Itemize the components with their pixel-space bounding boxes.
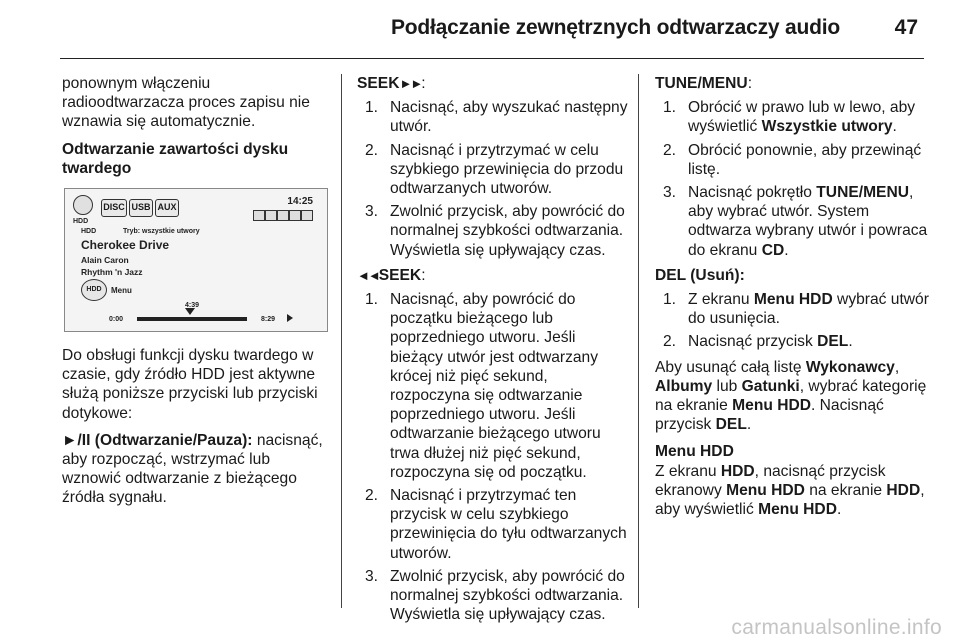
seek-back-label: SEEK	[378, 266, 422, 284]
play-pause-symbol: ►/II	[62, 431, 91, 449]
hdd-source-icon	[73, 195, 93, 215]
play-arrow-icon	[287, 314, 293, 322]
seek-forward-label: SEEK	[357, 75, 400, 92]
list-item: 3. Zwolnić przycisk, aby powrócić do normalnej szybkości odtwarzania. Wyświetla się upływający czas.	[365, 567, 625, 624]
column-left	[62, 74, 332, 508]
mode-label: Tryb: wszystkie utwory	[123, 228, 200, 236]
list-item: 1. Z ekranu Menu HDD wybrać utwór do usunięcia.	[663, 291, 929, 328]
seek-back-list	[357, 290, 629, 624]
del-list	[655, 290, 930, 352]
mode-source-label: HDD	[81, 228, 97, 236]
seek-forward-heading: SEEK►►:	[357, 75, 426, 92]
list-item: 3. Zwolnić przycisk, aby powrócić do normalnej szybkości odtwarzania. Wyświetla się upływający czas.	[365, 203, 625, 259]
artist-name: Alain Caron	[81, 255, 129, 266]
seek-back-heading: ◄◄SEEK:	[357, 266, 426, 284]
seek-forward-icon: ►►	[399, 76, 422, 91]
seek-forward-list	[357, 98, 629, 260]
clock: 14:25	[287, 196, 313, 208]
status-icon	[277, 210, 289, 221]
play-pause-text: nacisnąć, aby rozpocząć, wstrzymać lub wznowić odtwarzanie z bieżącego źródła sygnału.	[62, 431, 323, 507]
genre-name: Rhythm 'n Jazz	[81, 267, 143, 278]
intro-paragraph: ponownym włączeniu radioodtwarzacza proces zapisu nie wznawia się automatycznie.	[62, 75, 310, 131]
play-pause-label: (Odtwarzanie/Pauza):	[94, 431, 253, 449]
end-time: 8:29	[261, 316, 276, 324]
list-item: 2. Obrócić ponownie, aby przewinąć listę.	[663, 141, 922, 178]
del-heading: DEL (Usuń):	[655, 266, 745, 284]
list-item: 1. Nacisnąć, aby powrócić do początku bieżącego lub poprzedniego utworu. Jeśli bieżący utwór jest odtwarzany krócej niż pięć sekund, rozpoczyna się odtwarzanie poprzedniego utworu. Jeśli odtwarzanie bieżącego utworu trwa dłużej niż pięć sekund, rozpoczyna się od początku.	[365, 291, 601, 481]
position-marker-icon	[185, 308, 195, 315]
position-time: 4:39	[185, 302, 200, 310]
column-divider	[638, 74, 639, 608]
list-item: 2. Nacisnąć i przytrzymać ten przycisk w celu szybkiego przewinięcia do tyłu odtwarzanych utworów.	[365, 487, 627, 562]
page-header	[0, 0, 960, 58]
page-title: Podłączanie zewnętrznych odtwarzaczy audio	[390, 16, 840, 39]
aux-source-button[interactable]: AUX	[155, 199, 179, 217]
tune-menu-heading: TUNE/MENU:	[655, 75, 753, 92]
start-time: 0:00	[109, 316, 124, 324]
page-number: 47	[894, 16, 918, 39]
watermark: carmanualsonline.info	[731, 616, 942, 639]
column-right	[655, 74, 930, 519]
menu-label[interactable]: Menu	[111, 286, 132, 296]
usb-source-button[interactable]: USB	[129, 199, 153, 217]
tune-menu-list	[655, 98, 930, 260]
menu-hdd-paragraph: Z ekranu HDD, nacisnąć przycisk ekranowy Menu HDD na ekranie HDD, aby wyświetlić Menu HDD.	[655, 462, 925, 519]
status-icon	[253, 210, 265, 221]
hdd-icon-label: HDD	[73, 218, 89, 226]
list-item: 2. Nacisnąć i przytrzymać w celu szybkiego przewinięcia do przodu odtwarzanych utworów.	[365, 141, 624, 198]
hdd-screen-illustration	[64, 188, 328, 332]
list-item: 1. Nacisnąć, aby wyszukać następny utwór.	[365, 99, 628, 136]
list-item: 1. Obrócić w prawo lub w lewo, aby wyświetlić Wszystkie utwory.	[663, 99, 916, 136]
section-heading: Odtwarzanie zawartości dysku twardego	[62, 140, 289, 177]
status-icon	[301, 210, 313, 221]
status-icon	[289, 210, 301, 221]
play-pause-paragraph	[62, 431, 332, 508]
column-middle	[357, 74, 629, 630]
list-item: 3. Nacisnąć pokrętło TUNE/MENU, aby wybrać utwór. System odtwarza wybrany utwór i powraca do ekranu CD.	[663, 184, 928, 259]
progress-bar[interactable]	[137, 317, 247, 321]
disc-source-button[interactable]: DISC	[101, 199, 127, 217]
status-icon	[265, 210, 277, 221]
menu-hdd-heading: Menu HDD	[655, 443, 734, 461]
description-paragraph: Do obsługi funkcji dysku twardego w czasie, gdy źródło HDD jest aktywne służą poniższe przyciski lub przyciski dotykowe:	[62, 347, 318, 422]
track-title: Cherokee Drive	[81, 238, 170, 253]
delete-list-paragraph: Aby usunąć całą listę Wykonawcy, Albumy lub Gatunki, wybrać kategorię na ekranie Menu HDD. Nacisnąć przycisk DEL.	[655, 358, 927, 434]
header-divider	[60, 58, 924, 59]
seek-back-icon: ◄◄	[357, 267, 379, 283]
tune-menu-label: TUNE/MENU	[655, 75, 748, 92]
list-item: 2. Nacisnąć przycisk DEL.	[663, 333, 853, 351]
hdd-menu-badge-label: HDD	[86, 286, 102, 294]
column-divider	[341, 74, 342, 608]
hdd-menu-badge[interactable]	[81, 279, 107, 301]
